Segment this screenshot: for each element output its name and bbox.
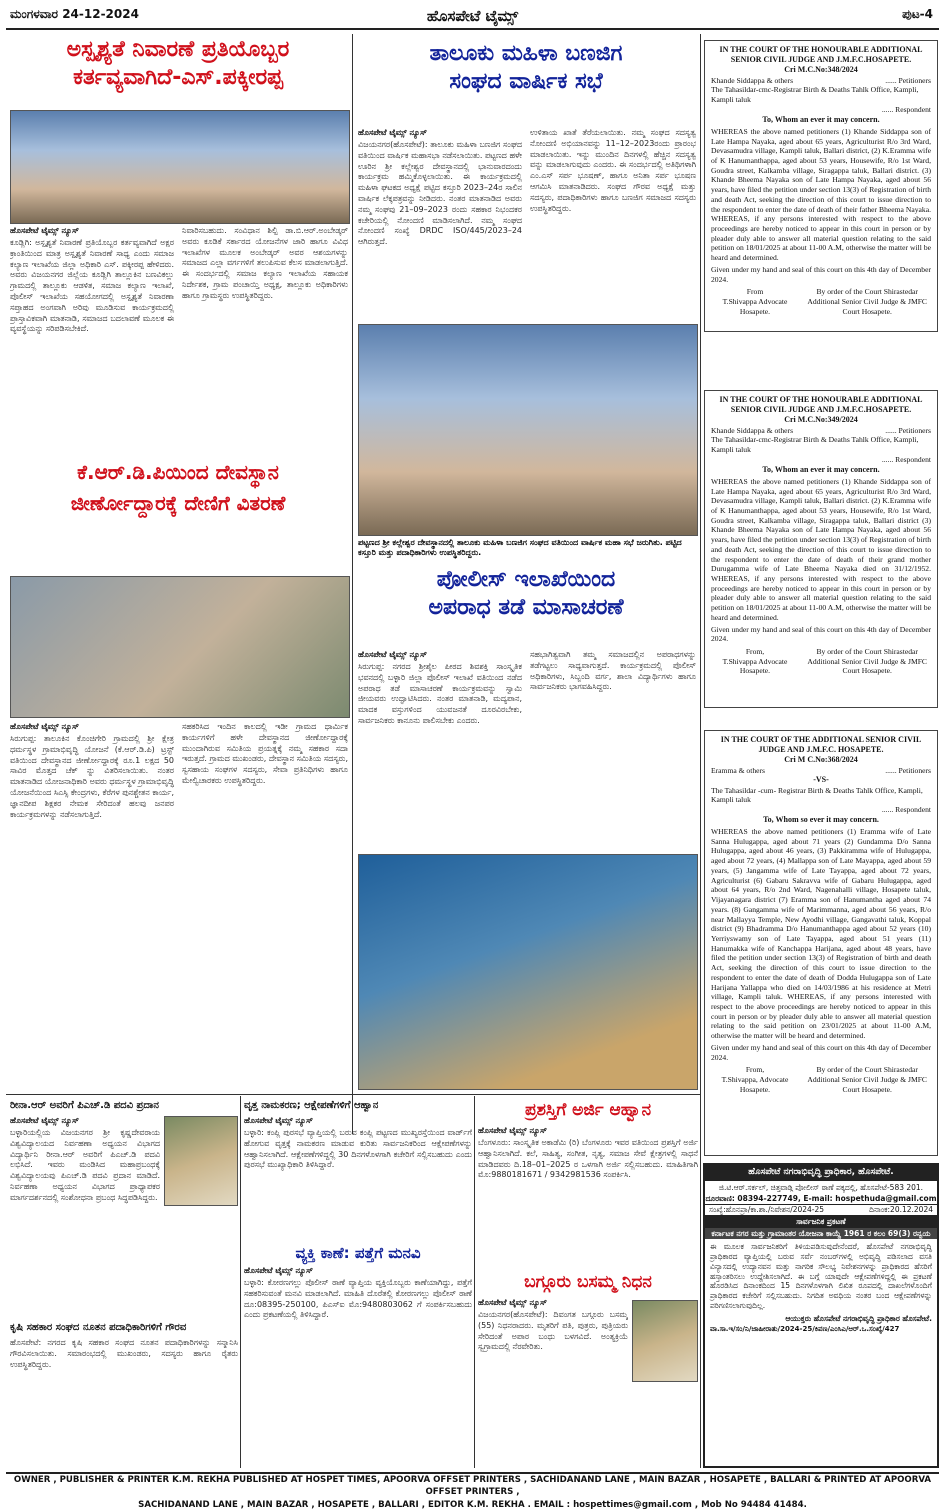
legal1-court: IN THE COURT OF THE HONOURABLE ADDITIONAL SENIOR CIVIL JUDGE AND J.M.F.C.HOSAPETE. xyxy=(719,45,923,65)
legal2-respondent-role: ...... Respondent xyxy=(881,454,931,464)
legal1-advocate-block xyxy=(711,287,799,316)
legal3-advocate: T.Shivappa, Advocate Hosapete. xyxy=(721,1075,789,1094)
story11-byline: ಹೊಸಪೇಟೆ ಟೈಮ್ಸ್ ನ್ಯೂಸ್ xyxy=(478,1298,547,1307)
notice-date: ದಿನಾಂಕ:20.12.2024 xyxy=(869,1205,933,1215)
story2-byline: ಹೊಸಪೇಟೆ ಟೈಮ್ಸ್ ನ್ಯೂಸ್ xyxy=(358,128,427,137)
story5-headline xyxy=(356,566,696,621)
story4-byline: ಹೊಸಪೇಟೆ ಟೈಮ್ಸ್ ನ್ಯೂಸ್ xyxy=(10,722,79,731)
notice-signature: ಆಯುಕ್ತರು ಹೊಸಪೇಟೆ ನಗರಾಭಿವೃದ್ಧಿ ಪ್ರಾಧಿಕಾರ ಹೊಸಪೇಟೆ. xyxy=(785,1313,932,1323)
notice-body: ಈ ಮೂಲಕ ಸಾರ್ವಜನಿಕರಿಗೆ ತಿಳಿಯಪಡಿಸುವುದೇನೆಂದರೆ, ಹೊಸಪೇಟೆ ನಗರಾಭಿವೃದ್ಧಿ ಪ್ರಾಧಿಕಾರದ ವ್ಯಾಪ್ತಿಯಲ್ಲಿ ಬರುವ ಸರ್ವೆ ನಂಬರ್‌ಗಳಲ್ಲಿ ಅಭಿವೃದ್ಧಿ ಪಡಿಸಲಾದ ವಸತಿ ವಿನ್ಯಾಸದಲ್ಲಿ ಉದ್ಯಾನವನ ಮತ್ತು ನಾಗರಿಕ ಸೌಲಭ್ಯ ನಿವೇಶನಗಳನ್ನು ಪ್ರಾಧಿಕಾರದ ಹೆಸರಿಗೆ ಹಸ್ತಾಂತರಿಸಲು ಉದ್ದೇಶಿಸಲಾಗಿದೆ. ಈ ಬಗ್ಗೆ ಯಾವುದೇ ಆಕ್ಷೇಪಣೆಗಳಿದ್ದಲ್ಲಿ ಈ ಪ್ರಕಟಣೆ ಹೊರಡಿಸಿದ ದಿನಾಂಕದಿಂದ 15 ದಿನಗಳೊಳಗಾಗಿ ಲಿಖಿತ ರೂಪದಲ್ಲಿ ದಾಖಲೆಗಳೊಂದಿಗೆ ಪ್ರಾಧಿಕಾರದ ಕಚೇರಿಗೆ ಸಲ್ಲಿಸಬಹುದು. ನಿಗದಿತ ಅವಧಿಯ ನಂತರ ಬಂದ ಆಕ್ಷೇಪಣೆಗಳನ್ನು ಪರಿಗಣಿಸಲಾಗುವುದಿಲ್ಲ. xyxy=(710,1242,932,1310)
legal2-case: Cri M.C.No:349/2024 xyxy=(784,415,858,425)
legal2-to: To, Whom an ever it may concern. xyxy=(762,464,880,474)
legal3-from: From, xyxy=(745,1065,765,1075)
story11-headline: ಬಗ್ಗೂರು ಬಸಮ್ಮ ನಿಧನ xyxy=(524,1272,652,1292)
legal2-advocate: T.Shivappa Advocate Hosapete. xyxy=(722,656,788,676)
story2-headline-line2: ಸಂಘದ ವಾರ್ಷಿಕ ಸಭೆ xyxy=(449,68,603,94)
story1-headline-line2: ಕರ್ತವ್ಯವಾಗಿದೆ-ಎಸ್.ಪಕ್ಕೀರಪ್ಪ xyxy=(73,64,283,90)
imprint-footer xyxy=(6,1472,939,1510)
story1-photo xyxy=(10,110,350,224)
legal3-signatures xyxy=(711,1065,931,1094)
story5-byline: ಹೊಸಪೇಟೆ ಟೈಮ್ಸ್ ನ್ಯೂಸ್ xyxy=(358,650,427,659)
story8-byline: ಹೊಸಪೇಟೆ ಟೈಮ್ಸ್ ನ್ಯೂಸ್ xyxy=(244,1116,313,1125)
masthead xyxy=(6,4,939,30)
legal1-case: Cri M.C.No:348/2024 xyxy=(784,65,858,75)
legal2-body: WHEREAS the above named petitioners (1) Khande Siddappa son of Late Hampa Nayaka, aged about 65 years, Agriculturist R/o 3rd Ward, Devasamudra village, Kampli taluk, Ballari district. (2) K.Eramma wife of K Hanumanthappa, aged about 53 years, Housewife, R/o 1st Ward, Goudra street, Kalkamba village, Siragappa taluk, Ballari district (3) Khande Bheema Nayaka son of Late Hampa Nayaka, aged about 56 years, have filed the petition under section 13(3) of Registration of birth and death Act, seeking the direction of this court to issue direction to the respondent to enter the date of death of their grand mother Durugamma wife of Late Bheema Nayaka died on 31/12/1952. WHEREAS, if any persons interested with respect to the above proceedings are hereby noticed to appear in this court in person or by pleader duly able to answer all material question relating to the said petition on 18/01/2025 at about 11-00 A.M, otherwise the matter will be heard and determined. xyxy=(711,476,931,622)
masthead-date: ಮಂಗಳವಾರ 24-12-2024 xyxy=(10,7,139,21)
notice-ref: ಸಂಖ್ಯೆ:ಹೊನಪ್ರಾ/ಕಾ.ಶಾ./ನಿವೇಶನ/2024-25 xyxy=(709,1205,825,1215)
story1-byline: ಹೊಸಪೇಟೆ ಟೈಮ್ಸ್ ನ್ಯೂಸ್ xyxy=(10,226,79,235)
legal3-order: By order of the Court Shirastedar Additional Senior Civil Judge & JMFC Court Hosapete. xyxy=(807,1065,927,1094)
legal2-from: From, xyxy=(745,647,765,657)
story2-headline-line1: ತಾಲೂಕು ಮಹಿಳಾ ಬಣಜಿಗ xyxy=(429,41,623,66)
notice-title: ಸಾರ್ವಜನಿಕ ಪ್ರಕಟಣೆ xyxy=(705,1216,937,1228)
legal3-advocate-block xyxy=(711,1065,799,1094)
story5-headline-line1: ಪೋಲೀಸ್ ಇಲಾಖೆಯಿಂದ xyxy=(436,567,616,592)
story4-body-right: ಸಹಕರಿಸಿದ ಇಂದಿನ ಕಾಲದಲ್ಲಿ ಇಡೀ ಗ್ರಾಮದ ಧಾರ್ಮಿಕ ಕಾರ್ಯಗಳಿಗೆ ಹಳೇ ದೇವಸ್ಥಾನದ ಜೀರ್ಣೋದ್ದಾರಕ್ಕೆ ಮುಂದಾಗಿರುವ ಸಮಿತಿಯ ಪ್ರಯತ್ನಕ್ಕೆ ನಮ್ಮ ಸಹಕಾರ ಸದಾ ಇರುತ್ತದೆ. ಗ್ರಾಮದ ಮುಖಂಡರು, ದೇವಸ್ಥಾನ ಸಮಿತಿಯ ಸದಸ್ಯರು, ಸ್ವಸಹಾಯ ಸಂಘಗಳ ಸದಸ್ಯರು, ಸೇವಾ ಪ್ರತಿನಿಧಿಗಳು ಹಾಗೂ ಮೇಲ್ವಿಚಾರಕರು ಉಪಸ್ಥಿತರಿದ್ದರು. xyxy=(182,722,348,785)
legal3-versus: -VS- xyxy=(813,775,829,785)
story9-headline: ವ್ಯಕ್ತಿ ಕಾಣೆ: ಪತ್ತೆಗೆ ಮನವಿ xyxy=(295,1244,421,1262)
story4-headline-line1: ಕೆ.ಆರ್.ಡಿ.ಪಿಯಿಂದ ದೇವಸ್ಥಾನ xyxy=(77,460,279,484)
story1-body-right: ನಿವಾರಿಸಬಹುದು. ಸಂವಿಧಾನ ಶಿಲ್ಪಿ ಡಾ.ಬಿ.ಆರ್.ಅಂಬೇಡ್ಕರ್ ಅವರು ಕೂಡಿಕೆ ಸರ್ಕಾರದ ಯೋಜನೆಗಳ ಜಾರಿ ಹಾಗೂ ವಿವಿಧ ಇಲಾಖೆಗಳ ಮೂಲಕ ಅಂಬೇಡ್ಕರ್ ಅವರ ಆಶಯಗಳನ್ನು ಸಮಾಜದ ಎಲ್ಲಾ ವರ್ಗಗಳಿಗೆ ತಲುಪಿಸುವ ಕೆಲಸ ಮಾಡಲಾಗುತ್ತಿದೆ. ಈ ಸಂದರ್ಭದಲ್ಲಿ ಸಮಾಜ ಕಲ್ಯಾಣ ಇಲಾಖೆಯ ಸಹಾಯಕ ನಿರ್ದೇಶಕ, ಗ್ರಾಮ ಪಂಚಾಯ್ತಿ ಅಧ್ಯಕ್ಷ, ತಾಲ್ಲೂಕು ಅಧಿಕಾರಿಗಳು ಹಾಗೂ ಗ್ರಾಮಸ್ಥರು ಉಪಸ್ಥಿತರಿದ್ದರು. xyxy=(182,226,348,300)
story4-headline-line2: ಜೀರ್ಣೋದ್ದಾರಕ್ಕೆ ದೇಣಿಗೆ ವಿತರಣೆ xyxy=(70,491,286,515)
legal1-signatures xyxy=(711,287,931,316)
legal2-court: IN THE COURT OF THE HONOURABLE ADDITIONAL SENIOR CIVIL JUDGE AND J.M.F.C.HOSAPETE. xyxy=(719,395,923,415)
story7-headline: ಕೃಷಿ ಸಹಕಾರ ಸಂಘದ ನೂತನ ಪದಾಧಿಕಾರಿಗಳಿಗೆ ಗೌರವ xyxy=(10,1322,187,1333)
story1-headline xyxy=(8,36,348,91)
story1-headline-line1: ಅಸ್ಪೃಶ್ಯತೆ ನಿವಾರಣೆ ಪ್ರತಿಯೊಬ್ಬರ xyxy=(66,37,290,62)
legal3-to: To, Whom so ever it may concern. xyxy=(763,814,879,824)
story10-byline: ಹೊಸಪೇಟೆ ಟೈಮ್ಸ್ ನ್ಯೂಸ್ xyxy=(478,1126,547,1135)
story10-headline: ಪ್ರಶಸ್ತಿಗೆ ಅರ್ಜಿ ಆಹ್ವಾನ xyxy=(524,1100,652,1120)
legal3-petitioner-row xyxy=(711,766,931,776)
story5-photo xyxy=(358,854,698,1090)
legal2-petitioner-role: ...... Petitioners xyxy=(885,425,931,435)
section-rule xyxy=(6,1094,700,1095)
legal-notice-1 xyxy=(704,40,938,332)
story4-headline xyxy=(8,460,348,516)
notice-ref-row xyxy=(705,1204,937,1216)
legal1-respondent: The Tahasildar-cmc-Registrar Birth & Deaths Tahlk Office, Kampli, Kampli taluk xyxy=(711,85,919,105)
legal2-given: Given under my hand and seal of this court on this 4th day of December 2024. xyxy=(711,624,931,644)
legal2-petitioner: Khande Siddappa & others xyxy=(711,425,794,435)
legal1-petitioner-row xyxy=(711,76,931,86)
story4-body-left: ಸಿರುಗುಪ್ಪ: ತಾಲೂಕಿನ ಕೊಂಚಿಗೇರಿ ಗ್ರಾಮದಲ್ಲಿ ಶ್ರೀ ಕ್ಷೇತ್ರ ಧರ್ಮಸ್ಥಳ ಗ್ರಾಮಾಭಿವೃದ್ಧಿ ಯೋಜನೆ (ಕೆ.ಆರ್.ಡಿ.ಪಿ) ಟ್ರಸ್ಟ್ ವತಿಯಿಂದ ದೇವಸ್ಥಾನದ ಜೀರ್ಣೋದ್ದಾರಕ್ಕೆ ರೂ.1 ಲಕ್ಷದ 50 ಸಾವಿರ ಮೊತ್ತದ ಚೆಕ್ ನ್ನು ವಿತರಿಸಲಾಯಿತು. ನಂತರ ಮಾತನಾಡಿದ ಯೋಜನಾಧಿಕಾರಿ ಅವರು ಧರ್ಮಸ್ಥಳ ಗ್ರಾಮಾಭಿವೃದ್ಧಿ ಯೋಜನೆಯಿಂದ ಸಿಎಸ್ಸಿ ಕೇಂದ್ರಗಳು, ಕೆರೆಗಳ ಪುನಶ್ಚೇತನ ಕಾರ್ಯ, ಜ್ಞಾನದೀಪ ಶಿಕ್ಷಕರ ನೇಮಕ ಸೇರಿದಂತೆ ಹಲವು ಜನಪರ ಕಾರ್ಯಕ್ರಮಗಳನ್ನು ನಡೆಸಲಾಗುತ್ತಿದೆ. xyxy=(10,734,174,819)
legal2-order: By order of the Court Shirastedar Additional Senior Civil Judge & JMFC Court Hosapete. xyxy=(807,647,927,676)
legal1-body: WHEREAS the above named petitioners (1) Khande Siddappa son of Late Hampa Nayaka, aged about 65 years, Agriculturist R/o 3rd Ward, Devasamudra village, Kampli taluk, Ballari district, (2) K.Eramma wife of K Hanumanthappa, aged about 53 years, Housewife, R/o 1st Ward, Goudra street, Kalkamba village, Siragappa taluk, Ballari district. (3) Khande Bheema Nayaka son of Late Hampa Nayaka, aged about 56 years, have filed the petition under section 13(3) of Registration of birth and death Act, seeking the direction of this court to issue direction to the respondent to enter the date of death of their father Bheema Nayaka. WHEREAS, if any persons interested with respect to the above proceedings are hereby noticed to appear in this court in person or by pleader duly able to answer all material question relating to the said petition on 18/01/2025 at about 11-00 A.M, otherwise the matter will be heard and determined. xyxy=(711,126,931,263)
imprint-line-2: SACHIDANAND LANE , MAIN BAZAR , HOSAPETE , BALLARI , EDITOR K.M. REKHA . EMAIL : hospettimes@gmail.com , Mob No 94484 41484. xyxy=(138,1499,807,1510)
story7-body: ಹೊಸಪೇಟೆ: ನಗರದ ಕೃಷಿ ಸಹಕಾರ ಸಂಘದ ನೂತನ ಪದಾಧಿಕಾರಿಗಳನ್ನು ಸನ್ಮಾನಿಸಿ ಗೌರವಿಸಲಾಯಿತು. ಸಮಾರಂಭದಲ್ಲಿ ಮುಖಂಡರು, ಸದಸ್ಯರು ಹಾಗೂ ರೈತರು ಉಪಸ್ಥಿತರಿದ್ದರು. xyxy=(10,1338,238,1369)
story6-portrait xyxy=(164,1116,238,1206)
imprint-line-1: OWNER , PUBLISHER & PRINTER K.M. REKHA PUBLISHED AT HOSPET TIMES, APOORVA OFFSET PRINTERS , SACHIDANAND LANE , MAIN BAZAR , HOSAPETE , BALLARI & PRINTED AT APOORVA OFFSET PRINTERS , xyxy=(13,1475,932,1498)
legal2-respondent: The Tahasildar-cmc-Registrar Birth & Deaths Tahlk Office, Kampli, Kampli taluk xyxy=(711,435,919,455)
legal1-respondent-role: ...... Respondent xyxy=(881,104,931,114)
story6-body: ಬಳ್ಳಾರಿಯಲ್ಲಿಯ ವಿಜಯನಗರ ಶ್ರೀ ಕೃಷ್ಣದೇವರಾಯ ವಿಶ್ವವಿದ್ಯಾಲಯದ ನಿರ್ವಹಣಾ ಅಧ್ಯಯನ ವಿಭಾಗದ ವಿದ್ಯಾರ್ಥಿನಿ ರೀನಾ.ಆರ್ ಅವರಿಗೆ ಪಿಎಚ್.ಡಿ ಪದವಿ ಲಭಿಸಿದೆ. ಇವರು ಮಂಡಿಸಿದ ಮಹಾಪ್ರಬಂಧಕ್ಕೆ ವಿಶ್ವವಿದ್ಯಾಲಯವು ಪಿಎಚ್.ಡಿ ಪದವಿ ಪ್ರದಾನ ಮಾಡಿದೆ. ನಿರ್ವಹಣಾ ಅಧ್ಯಯನ ವಿಭಾಗದ ಪ್ರಾಧ್ಯಾಪಕರ ಮಾರ್ಗದರ್ಶನದಲ್ಲಿ ಸಂಶೋಧನಾ ಪ್ರಬಂಧ ಸಿದ್ಧಪಡಿಸಿದ್ದರು. xyxy=(10,1128,160,1202)
legal3-petitioner: Eramma & others xyxy=(711,765,765,775)
legal2-signatures xyxy=(711,647,931,676)
legal-notice-2 xyxy=(704,390,938,708)
story9-body: ಬಳ್ಳಾರಿ: ಕೋರಣಗಲ್ಲು ಪೊಲೀಸ್ ಠಾಣೆ ವ್ಯಾಪ್ತಿಯ ವ್ಯಕ್ತಿಯೊಬ್ಬರು ಕಾಣೆಯಾಗಿದ್ದು, ಪತ್ತೆಗೆ ಸಹಕರಿಸುವಂತೆ ಮನವಿ ಮಾಡಲಾಗಿದೆ. ಮಾಹಿತಿ ದೊರೆತಲ್ಲಿ ಕೋರಣಗಲ್ಲು ಪೊಲೀಸ್ ಠಾಣೆ ದೂ:08395-250100, ಪಿಎಸ್‌ಐ ಮೊ:9480803062 ಗೆ ಸಂಪರ್ಕಿಸಬಹುದು ಎಂದು ಪ್ರಕಟಣೆಯಲ್ಲಿ ತಿಳಿಸಿದ್ದಾರೆ. xyxy=(244,1278,472,1320)
story2-body-left: ವಿಜಯನಗರ(ಹೊಸಪೇಟೆ): ತಾಲೂಕು ಮಹಿಳಾ ಬಣಜಿಗ ಸಂಘದ ವತಿಯಿಂದ ವಾರ್ಷಿಕ ಮಹಾಸಭಾ ನಡೆಸಲಾಯಿತು. ಪಟ್ಟಣದ ಹಳೇ ಊರಿನ ಶ್ರೀ ಕಲ್ಲೇಶ್ವರ ದೇವಸ್ಥಾನದಲ್ಲಿ ಭಾನುವಾರದಂದು ಕಾರ್ಯಕ್ರಮ ಹಮ್ಮಿಕೊಳ್ಳಲಾಯಿತು. ಈ ಕಾರ್ಯಕ್ರಮದಲ್ಲಿ ಮಹಿಳಾ ಘಟಕದ ಅಧ್ಯಕ್ಷೆ ಪಟ್ಟಿದ ಕಸ್ತೂರಿ 2023–24ರ ಸಾಲಿನ ವಾರ್ಷಿಕ ಲೆಕ್ಕಪತ್ರವನ್ನು ನೀಡಿದರು. ನಂತರ ಮಾತನಾಡಿದ ಅವರು ನಮ್ಮ ಸಂಘವು 21–09–2023 ರಂದು ಸಹಕಾರ ನಿಭಂದಕರ ಕಚೇರಿಯಲ್ಲಿ ನೋಂದಣಿ ಮಾಡಿಸಲಾಗಿದೆ. ನಮ್ಮ ಸಂಘದ ನೋಂದಣಿ ಸಂಖ್ಯೆ DRDC ISO/445/2023–24 ಆಗಿರುತ್ತದೆ. xyxy=(358,140,522,247)
story11-body: ವಿಜಯನಗರ(ಹೊಸಪೇಟೆ): ದಿವಂಗತ ಬಗ್ಗೂರು ಬಸಮ್ಮ (55) ನಿಧನರಾದರು. ಮೃತರಿಗೆ ಪತಿ, ಪುತ್ರರು, ಪುತ್ರಿಯರು ಸೇರಿದಂತೆ ಅಪಾರ ಬಂಧು ಬಳಗವಿದೆ. ಅಂತ್ಯಕ್ರಿಯೆ ಸ್ವಗ್ರಾಮದಲ್ಲಿ ನೆರವೇರಿತು. xyxy=(478,1310,628,1352)
legal2-petitioner-row xyxy=(711,426,931,436)
legal3-respondent-role: ...... Respondent xyxy=(881,805,931,815)
notice-org: ಹೊಸಪೇಟೆ ನಗರಾಭಿವೃದ್ಧಿ ಪ್ರಾಧಿಕಾರ, ಹೊಸಪೇಟೆ. xyxy=(705,1165,937,1181)
legal3-respondent: The Tahasildar -cum- Registrar Birth & Deaths Tahlk Office, Kampli, Kampli taluk xyxy=(711,785,923,805)
column-rule xyxy=(474,1096,475,1468)
story9-byline: ಹೊಸಪೇಟೆ ಟೈಮ್ಸ್ ನ್ಯೂಸ್ xyxy=(244,1266,313,1275)
masthead-page-number: ಪುಟ-4 xyxy=(902,7,933,21)
story6-headline: ರೀನಾ.ಆರ್ ಅವರಿಗೆ ಪಿಎಚ್.ಡಿ ಪದವಿ ಪ್ರದಾನ xyxy=(10,1100,159,1111)
notice-address: ಜಿ.ಟಿ.ಆರ್.ಸರ್ಕಲ್, ಚಿತ್ತವಾಡ್ಗಿ ಪೋಲೀಸ್ ಠಾಣೆ ಪಕ್ಕದಲ್ಲಿ, ಹೊಸಪೇಟೆ-583 201. xyxy=(718,1182,924,1192)
legal3-body: WHEREAS the above named petitioners (1) Eramma wife of Late Sanna Hulugappa, aged about 71 years (2) Gundamma D/o Sanna Hulugappa, aged about 46 years, (3) Pakkiramma wife of Hulugappa, aged about 72 years, (4) Mallappa son of Late Mayappa, aged about 59 years, (5) Jangamma wife of Late Tayappa, aged about 72 years, Agriculturist (6) Gabaru Sakravva wife of Gabaru Hulugappa, aged about 64 years, R/o 2nd Ward, Nagenahalli village, Hosapete taluk, Vijayanagara district (7) Eramma son of Hanumantha aged about 74 years. (8) Gangamma wife of Marimmanna, aged about 56 years, R/o near Mallayya Temple, New Ayodhi village, Gangavathi taluk, Koppal district (9) Bhadramma D/o Hanumanthappa aged about 52 years (10) Yerriyswamy son of Late Tayappa, aged about 51 years (11) Hanumakka wife of Kanchappa Harijana, aged about 48 years, have filed the petition under section 13(3) of Registration of birth and death Act, seeking the direction of this court to issue direction to the respondent to enter the date of death of Dodda Hulugappa son of Late Harijana Yallappa who died on 14/03/1986 at his residence at Metri village, Kampli taluk. WHEREAS, if any persons interested with respect to the above proceedings are hereby noticed to appear in this court in person or by pleader duly able to answer all material question relating to the said petition on 23/01/2025 at about 11-00 A.M, otherwise the matter will be heard and determined. xyxy=(711,827,931,1041)
legal1-order: By order of the Court Shirastedar Additional Senior Civil Judge & JMFC Court Hosapete. xyxy=(807,287,927,316)
story2-body-right: ಉಳಿತಾಯ ಖಾತೆ ತೆರೆಯಲಾಯಿತು. ನಮ್ಮ ಸಂಘದ ಸದಸ್ಯತ್ವ ನೋಂದಣಿ ಅಭಿಯಾನವನ್ನು 11–12–2023ರಂದು ಪ್ರಾರಂಭ ಮಾಡಲಾಯಿತು. ಇನ್ನು ಮುಂದಿನ ದಿನಗಳಲ್ಲಿ ಹೆಚ್ಚಿನ ಸದಸ್ಯತ್ವ ವನ್ನು ಮಾಡಲಾಗುವುದು ಎಂದರು. ಈ ಸಂದರ್ಭದಲ್ಲಿ ಅತಿಥಿಗಳಾಗಿ ಎಂ.ಎಸ್ ಸರ್ಪ ಭೂಷಣ್, ಹಾಗೂ ಅನಿತಾ ಸರ್ಪ ಭೂಷಣ ಆಗಮಿಸಿ ಮಾತನಾಡಿದರು. ಸಂಘದ ಗೌರವ ಅಧ್ಯಕ್ಷೆ ಮತ್ತು ಸದಸ್ಯರು, ಪದಾಧಿಕಾರಿಗಳು ಹಾಗೂ ಬಣಜಿಗ ಸಮಾಜದ ಸದಸ್ಯರು ಉಪಸ್ಥಿತರಿದ್ದರು. xyxy=(530,128,696,213)
story5-headline-line2: ಅಪರಾಧ ತಡೆ ಮಾಸಾಚರಣೆ xyxy=(428,594,624,620)
legal3-court: IN THE COURT OF THE ADDITIONAL SENIOR CIVIL JUDGE AND J.M.F.C. HOSAPETE. xyxy=(720,735,922,755)
story2-headline xyxy=(356,40,696,95)
story6-byline: ಹೊಸಪೇಟೆ ಟೈಮ್ಸ್ ನ್ಯೂಸ್ xyxy=(10,1116,79,1125)
column-rule xyxy=(700,34,701,1468)
column-rule xyxy=(352,34,353,1134)
legal-notice-3 xyxy=(704,730,938,1156)
story1-body-left: ಕೂಡ್ಲಿಗಿ: ಅಸ್ಪೃಶ್ಯತೆ ನಿವಾರಣೆ ಪ್ರತಿಯೊಬ್ಬರ ಕರ್ತವ್ಯವಾಗಿದೆ ಅಕ್ಷರ ಕ್ರಾಂತಿಯಿಂದ ಮಾತ್ರ ಅಸ್ಪೃಶ್ಯತೆ ನಿವಾರಣೆ ಸಾಧ್ಯ ಎಂದು ಸಮಾಜ ಕಲ್ಯಾಣ ಇಲಾಖೆಯ ಜಿಲ್ಲಾ ಅಧಿಕಾರಿ ಎಸ್. ಪಕ್ಕೀರಪ್ಪ ಹೇಳಿದರು. ಅವರು ವಿಜಯನಗರ ಜಿಲ್ಲೆಯ ಕೂಡ್ಲಿಗಿ ತಾಲ್ಲೂಕಿನ ಬಣವಿಕಲ್ಲು ಗ್ರಾಮದಲ್ಲಿ ತಾಲ್ಲೂಕು ಆಡಳಿತ, ಸಮಾಜ ಕಲ್ಯಾಣ ಇಲಾಖೆ, ಪೊಲೀಸ್ ಇಲಾಖೆಯ ಸಹಯೋಗದಲ್ಲಿ ಅಸ್ಪೃಶ್ಯತೆ ನಿವಾರಣಾ ಸಪ್ತಾಹದ ಅಂಗವಾಗಿ ಅರಿವು ಮೂಡಿಸುವ ಕಾರ್ಯಕ್ರಮದಲ್ಲಿ ಪ್ರಾಸ್ತಾವಿಕವಾಗಿ ಮಾತನಾಡಿ, ಸಮಾಜದ ಬದಲಾವಣೆ ಮೂಲಕ ಈ ವ್ಯವಸ್ಥೆಯನ್ನು ಸರಿಪಡಿಸಬೇಕಿದೆ. xyxy=(10,238,174,334)
notice-subtitle: ಕರ್ನಾಟಕ ನಗರ ಮತ್ತು ಗ್ರಾಮಾಂತರ ಯೋಜನಾ ಕಾಯ್ದೆ 1961 ರ ಕಲಂ 69(3) ರನ್ವಯ xyxy=(705,1228,937,1240)
story5-body-left: ಸಿರುಗುಪ್ಪ: ನಗರದ ಶ್ರೀಶೈಲ ಪೀಠದ ಶಿವಶಕ್ತಿ ಸಾಂಸ್ಕೃತಿಕ ಭವನದಲ್ಲಿ ಬಳ್ಳಾರಿ ಜಿಲ್ಲಾ ಪೊಲೀಸ್ ಇಲಾಖೆ ವತಿಯಿಂದ ನಡೆದ ಅಪರಾಧ ತಡೆ ಮಾಸಾಚರಣೆ ಕಾರ್ಯಕ್ರಮವನ್ನು ಸ್ವಾಮಿ ಜೀಯವರು ಉದ್ಘಾಟಿಸಿದರು. ನಂತರ ಮಾತನಾಡಿ, ಮದ್ಯಪಾನ, ಮಾದಕ ವಸ್ತುಗಳಿಂದ ಯುವಜನತೆ ದೂರವಿರಬೇಕು, ಸಾರ್ವಜನಿಕರು ಕಾನೂನು ಪಾಲಿಸಬೇಕು ಎಂದರು. xyxy=(358,662,522,725)
story8-headline: ವೃತ್ತ ನಾಮಕರಣ; ಆಕ್ಷೇಪಣೆಗಳಿಗೆ ಆಹ್ವಾನ xyxy=(244,1100,379,1111)
notice-phone: ದೂರವಾಣಿ: 08394-227749, E-mail: hospethuda@gmail.com xyxy=(705,1194,937,1204)
column-rule xyxy=(240,1096,241,1468)
legal2-advocate-block xyxy=(711,647,799,676)
legal1-to: To, Whom an ever it may concern. xyxy=(762,114,880,124)
story10-body: ಬೆಂಗಳೂರು: ಸಾಂಸ್ಕೃತಿಕ ಅಕಾಡೆಮಿ (ರಿ) ಬೆಂಗಳೂರು ಇವರ ವತಿಯಿಂದ ಪ್ರಶಸ್ತಿಗೆ ಅರ್ಜಿ ಆಹ್ವಾನಿಸಲಾಗಿದೆ. ಕಲೆ, ಸಾಹಿತ್ಯ, ಸಂಗೀತ, ನೃತ್ಯ, ಸಮಾಜ ಸೇವೆ ಕ್ಷೇತ್ರಗಳಲ್ಲಿ ಸಾಧನೆ ಮಾಡಿದವರು ದಿ.18–01–2025 ರ ಒಳಗಾಗಿ ಅರ್ಜಿ ಸಲ್ಲಿಸಬಹುದು. ಮಾಹಿತಿಗಾಗಿ ಮೊ:9880181671 / 9342981536 ಸಂಪರ್ಕಿಸಿ. xyxy=(478,1138,698,1180)
story4-photo xyxy=(10,576,350,718)
story11-portrait xyxy=(632,1300,698,1382)
story3-photo xyxy=(358,324,698,536)
notice-footer-ref: ವಾ.ಸಾ.ಇ/ಸಂ/ನಿ/ಜಾಹೀರಾತು/2024-25/ಕಿಪಣ/ಎಂಸಿಎ/ಆರ್.ಒ.ಸಂಖ್ಯೆ/427 xyxy=(710,1325,900,1334)
legal3-given: Given under my hand and seal of this court on this 4th day of December 2024. xyxy=(711,1042,931,1062)
legal1-petitioner-role: ...... Petitioners xyxy=(885,75,931,85)
masthead-title: ಹೊಸಪೇಟೆ ಟೈಮ್ಸ್ xyxy=(426,7,519,25)
legal3-case: Cri M C.No:368/2024 xyxy=(784,755,858,765)
legal1-given: Given under my hand and seal of this court on this 4th day of December 2024. xyxy=(711,264,931,284)
story5-body-right: ಸಹಭಾಗಿತ್ವವಾಗಿ ತಮ್ಮ ಸಮಾಜದಲ್ಲಿನ ಅಪರಾಧಗಳನ್ನು ತಡೆಗಟ್ಟಲು ಸಾಧ್ಯವಾಗುತ್ತದೆ. ಕಾರ್ಯಕ್ರಮದಲ್ಲಿ ಪೊಲೀಸ್ ಅಧಿಕಾರಿಗಳು, ಸಿಬ್ಬಂದಿ ವರ್ಗ, ಶಾಲಾ ವಿದ್ಯಾರ್ಥಿಗಳು ಹಾಗೂ ಸಾರ್ವಜನಿಕರು ಭಾಗವಹಿಸಿದ್ದರು. xyxy=(530,650,696,692)
story3-caption: ಪಟ್ಟಣದ ಶ್ರೀ ಕಲ್ಲೇಶ್ವರ ದೇವಸ್ಥಾನದಲ್ಲಿ ತಾಲೂಕು ಮಹಿಳಾ ಬಣಜಿಗ ಸಂಘದ ವತಿಯಿಂದ ವಾರ್ಷಿಕ ಮಹಾ ಸಭೆ ಜರುಗಿತು. ಪಟ್ಟಿದ ಕಸ್ತೂರಿ ಮತ್ತು ಪದಾಧಿಕಾರಿಗಳು ಉಪಸ್ಥಿತರಿದ್ದರು. xyxy=(358,538,682,558)
government-notice xyxy=(703,1163,939,1468)
legal1-petitioner: Khande Siddappa & others xyxy=(711,75,794,85)
story8-body: ಬಳ್ಳಾರಿ: ಕಂಪ್ಲಿ ಪುರಸಭೆ ವ್ಯಾಪ್ತಿಯಲ್ಲಿ ಬರುವ ಕಂಪ್ಲಿ ಪಟ್ಟಣದ ಮುಖ್ಯರಸ್ತೆಯಿಂದ ವಾರ್ಡ್‌ಗೆ ಹೋಗುವ ವೃತ್ತಕ್ಕೆ ನಾಮಕರಣ ಮಾಡುವ ಕುರಿತು ಸಾರ್ವಜನಿಕರಿಂದ ಆಕ್ಷೇಪಣೆಗಳನ್ನು ಆಹ್ವಾನಿಸಲಾಗಿದೆ. ಆಕ್ಷೇಪಣೆಗಳಿದ್ದಲ್ಲಿ 30 ದಿನಗಳೊಳಗಾಗಿ ಕಚೇರಿಗೆ ಸಲ್ಲಿಸಬಹುದು ಎಂದು ಪುರಸಭೆ ಮುಖ್ಯಾಧಿಕಾರಿ ತಿಳಿಸಿದ್ದಾರೆ. xyxy=(244,1128,472,1170)
legal3-petitioner-role: ...... Petitioners xyxy=(885,765,931,775)
legal1-from: From xyxy=(746,287,764,297)
legal1-advocate: T.Shivappa Advocate Hosapete. xyxy=(722,297,788,316)
